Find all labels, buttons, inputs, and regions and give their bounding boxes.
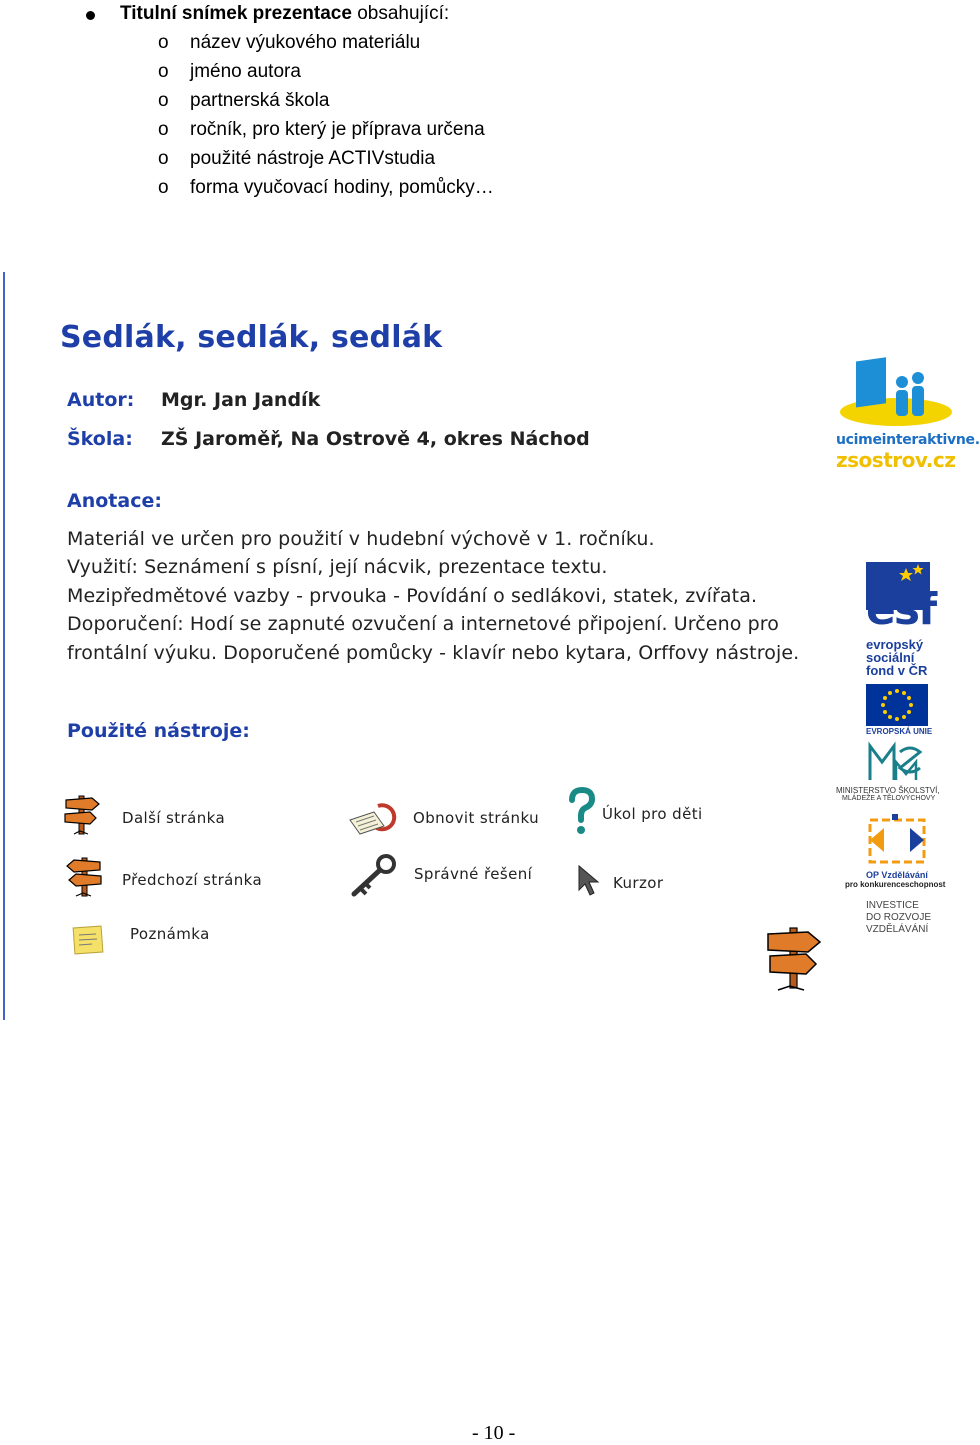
msmt-line1: MINISTERSTVO ŠKOLSTVÍ, — [836, 786, 940, 795]
refresh-icon — [348, 800, 400, 836]
school-logo-icon — [838, 360, 954, 432]
cursor-arrow-icon — [576, 864, 602, 898]
tool-task-label: Úkol pro děti — [602, 805, 703, 823]
annotation-line: Mezipředmětové vazby - prvouka - Povídání o sedlákovi, statek, zvířata. — [67, 585, 758, 607]
sub-marker: o — [158, 119, 169, 140]
annotation-line: Doporučení: Hodí se zapnuté ozvučení a internetové připojení. Určeno pro — [67, 613, 779, 635]
slide-title: Sedlák, sedlák, sedlák — [60, 320, 443, 355]
signpost-prev-icon — [64, 854, 104, 898]
tool-solution-label: Správné řešení — [414, 865, 533, 883]
tool-refresh-label: Obnovit stránku — [413, 809, 539, 827]
title-slide — [0, 272, 980, 1020]
sub-item-text: ročník, pro který je příprava určena — [190, 119, 485, 140]
tools-label: Použité nástroje: — [67, 720, 250, 742]
school-label: Škola: — [67, 428, 133, 450]
esf-big-text: esf — [866, 584, 936, 635]
sub-item-text: použité nástroje ACTIVstudia — [190, 148, 436, 169]
tool-next-label: Další stránka — [122, 809, 226, 827]
eu-caption: EVROPSKÁ UNIE — [866, 727, 933, 736]
author-value: Mgr. Jan Jandík — [161, 389, 321, 411]
op-line2: pro konkurenceschopnost — [845, 880, 946, 889]
intro-sub-item — [158, 60, 301, 84]
sticky-note-icon — [72, 924, 104, 956]
eu-flag-icon — [866, 684, 928, 726]
annotation-line: Materiál ve určen pro použití v hudební výchově v 1. ročníku. — [67, 528, 655, 550]
annotation-label: Anotace: — [67, 490, 162, 512]
sub-item-text: jméno autora — [190, 61, 301, 82]
tool-cursor-label: Kurzor — [613, 874, 664, 892]
tool-prev-label: Předchozí stránka — [122, 871, 263, 889]
esf-caption: evropský sociální fond v ČR — [866, 637, 928, 678]
tool-note-label: Poznámka — [130, 925, 210, 943]
intro-sub-item — [158, 176, 494, 200]
bullet-dot-icon — [86, 11, 95, 20]
signpost-next-icon — [62, 792, 102, 836]
author-label: Autor: — [67, 389, 135, 411]
sub-marker: o — [158, 32, 169, 53]
msmt-logo-icon — [866, 740, 928, 784]
intro-sub-item — [158, 147, 435, 171]
msmt-line2: MLÁDEŽE A TĚLOVÝCHOVY — [842, 795, 936, 802]
esf-text-graphic — [866, 584, 950, 638]
signpost-large-icon — [764, 924, 824, 992]
sub-item-text: partnerská škola — [190, 90, 330, 111]
logo-site-line1: ucimeinteraktivne. — [836, 432, 980, 448]
key-icon — [348, 854, 398, 898]
annotation-line: frontální výuku. Doporučené pomůcky - klavír nebo kytara, Orffovy nástroje. — [67, 642, 800, 664]
sub-item-text: název výukového materiálu — [190, 32, 421, 53]
sub-marker: o — [158, 61, 169, 82]
op-logo-icon — [866, 812, 928, 866]
slide-border — [3, 272, 5, 1020]
sub-item-text: forma vyučovací hodiny, pomůcky… — [190, 177, 494, 198]
intro-sub-item — [158, 118, 485, 142]
sub-marker: o — [158, 90, 169, 111]
intro-sub-item — [158, 31, 420, 55]
intro-heading-rest: obsahující: — [351, 3, 450, 24]
logo-site-line2: zsostrov.cz — [836, 448, 956, 472]
invest-caption: INVESTICE DO ROZVOJE VZDĚLÁVÁNÍ — [866, 900, 932, 935]
page-number: - 10 - — [472, 1422, 516, 1444]
intro-heading-bold: Titulní snímek prezentace — [120, 3, 352, 24]
intro-sub-item — [158, 89, 329, 113]
question-mark-icon — [566, 788, 596, 836]
op-line1: OP Vzdělávání — [866, 870, 928, 880]
school-value: ZŠ Jaroměř, Na Ostrově 4, okres Náchod — [161, 428, 590, 450]
sub-marker: o — [158, 148, 169, 169]
sub-marker: o — [158, 177, 169, 198]
annotation-line: Využití: Seznámení s písní, její nácvik, prezentace textu. — [67, 556, 608, 578]
